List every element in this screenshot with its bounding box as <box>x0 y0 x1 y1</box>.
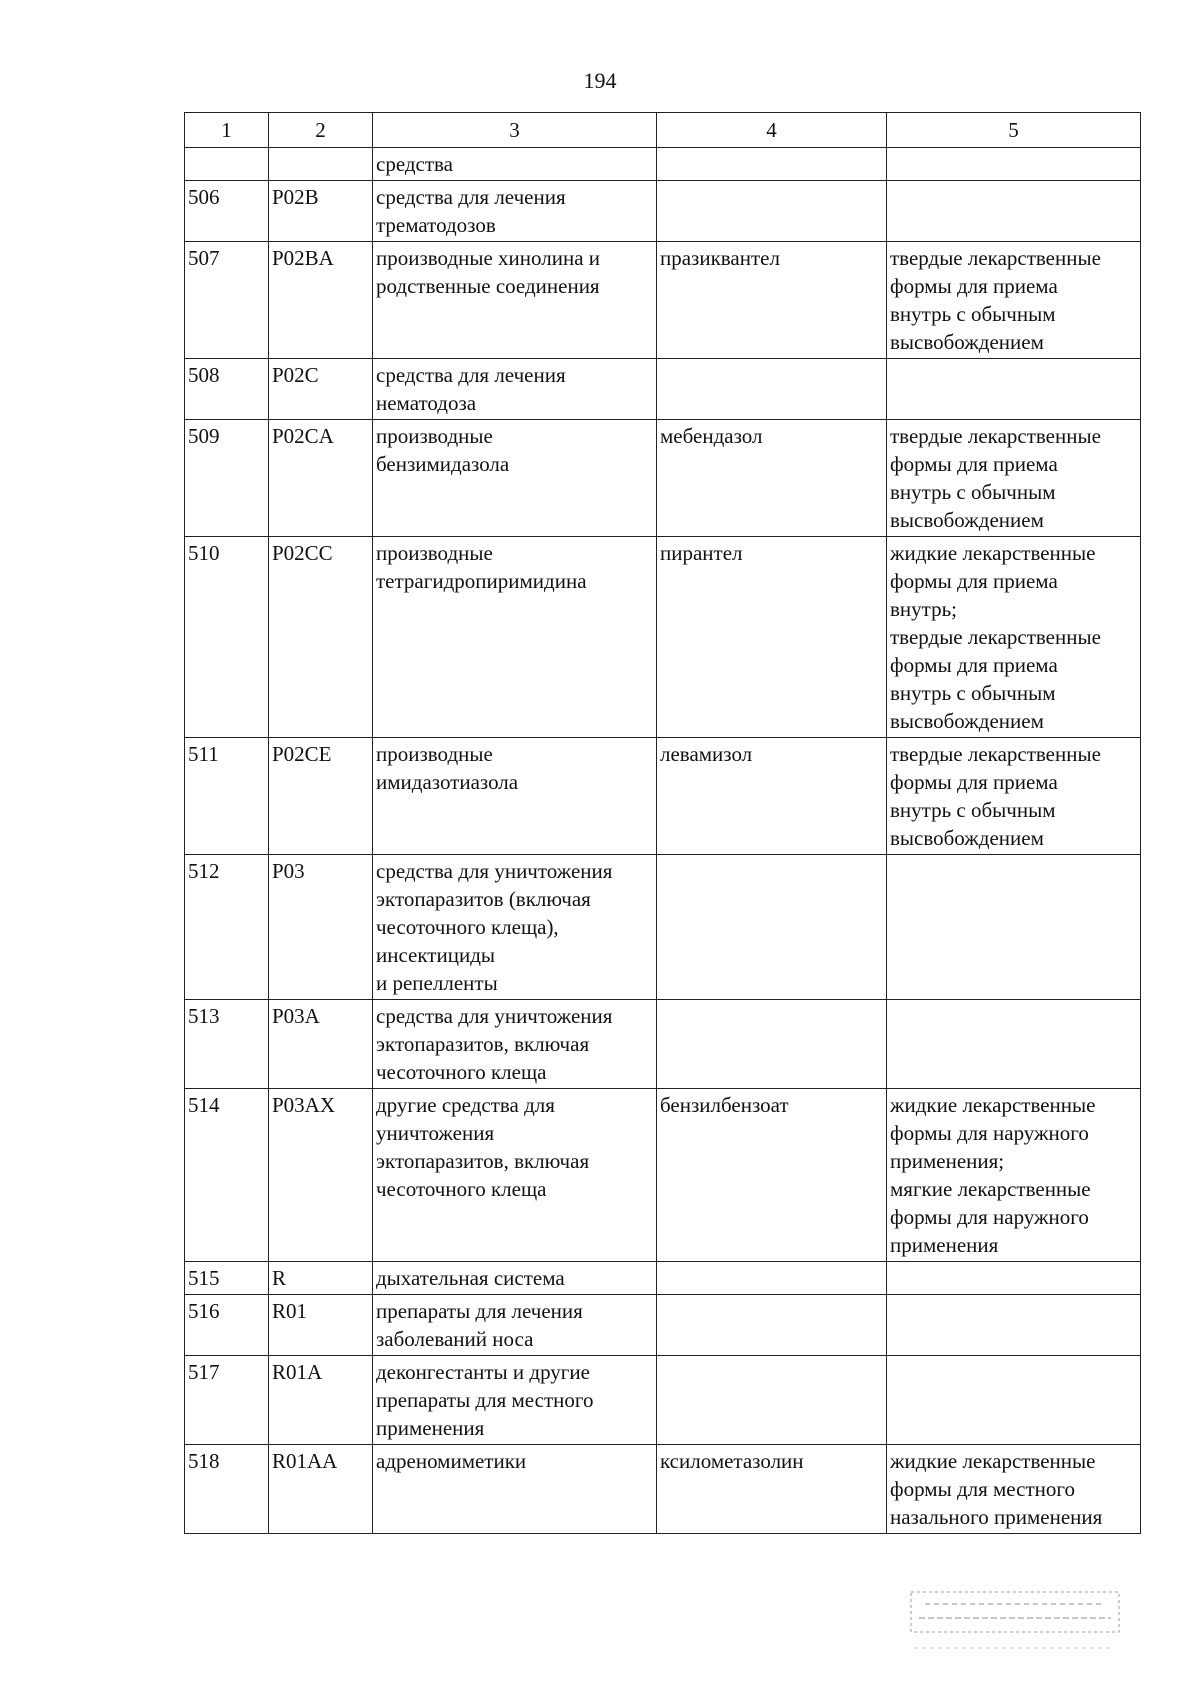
table-header-row <box>185 113 1141 148</box>
atc-code-cell: P03 <box>269 855 373 1000</box>
drug-name-cell: бензилбензоат <box>657 1089 887 1262</box>
dosage-form-cell <box>887 148 1141 181</box>
drug-name-cell <box>657 181 887 242</box>
group-name-cell: деконгестанты и другие препараты для местного применения <box>373 1356 657 1445</box>
table-row <box>185 738 1141 855</box>
drug-name-cell <box>657 1295 887 1356</box>
page-number: 194 <box>583 68 617 93</box>
row-number-cell: 506 <box>185 181 269 242</box>
faded-stamp-icon <box>905 1588 1125 1660</box>
atc-code-cell: P02CC <box>269 537 373 738</box>
row-number-cell: 516 <box>185 1295 269 1356</box>
row-number-cell: 512 <box>185 855 269 1000</box>
table-row <box>185 420 1141 537</box>
dosage-form-cell <box>887 359 1141 420</box>
group-name-cell: средства для лечения трематодозов <box>373 181 657 242</box>
group-name-cell: средства <box>373 148 657 181</box>
table-row <box>185 242 1141 359</box>
header-col-1: 1 <box>185 113 269 148</box>
dosage-form-cell <box>887 1356 1141 1445</box>
row-number-cell: 514 <box>185 1089 269 1262</box>
row-number-cell: 515 <box>185 1262 269 1295</box>
drug-name-cell <box>657 1356 887 1445</box>
table-row <box>185 181 1141 242</box>
row-number-cell: 510 <box>185 537 269 738</box>
dosage-form-cell: жидкие лекарственные формы для приема внутрь; твердые лекарственные формы для приема внутрь с обычным высвобождением <box>887 537 1141 738</box>
drug-name-cell: празиквантел <box>657 242 887 359</box>
dosage-form-cell <box>887 181 1141 242</box>
table-body <box>185 148 1141 1534</box>
atc-code-cell: P03A <box>269 1000 373 1089</box>
table-row <box>185 1089 1141 1262</box>
group-name-cell: производные бензимидазола <box>373 420 657 537</box>
table-row <box>185 855 1141 1000</box>
header-col-4: 4 <box>657 113 887 148</box>
table-row <box>185 1356 1141 1445</box>
header-col-2: 2 <box>269 113 373 148</box>
atc-code-cell: R01AA <box>269 1445 373 1534</box>
atc-code-cell: R01 <box>269 1295 373 1356</box>
drug-name-cell <box>657 855 887 1000</box>
table-row <box>185 148 1141 181</box>
atc-code-cell: P02B <box>269 181 373 242</box>
group-name-cell: другие средства для уничтожения эктопаразитов, включая чесоточного клеща <box>373 1089 657 1262</box>
group-name-cell: средства для уничтожения эктопаразитов (включая чесоточного клеща), инсектициды и репелленты <box>373 855 657 1000</box>
row-number-cell: 511 <box>185 738 269 855</box>
dosage-form-cell: твердые лекарственные формы для приема внутрь с обычным высвобождением <box>887 738 1141 855</box>
row-number-cell: 513 <box>185 1000 269 1089</box>
dosage-form-cell <box>887 1000 1141 1089</box>
drug-name-cell: левамизол <box>657 738 887 855</box>
table-row <box>185 537 1141 738</box>
row-number-cell <box>185 148 269 181</box>
dosage-form-cell: твердые лекарственные формы для приема внутрь с обычным высвобождением <box>887 242 1141 359</box>
atc-code-cell: P02C <box>269 359 373 420</box>
header-col-3: 3 <box>373 113 657 148</box>
table-row <box>185 1445 1141 1534</box>
dosage-form-cell <box>887 1262 1141 1295</box>
table-row <box>185 1262 1141 1295</box>
drug-name-cell <box>657 148 887 181</box>
group-name-cell: средства для лечения нематодоза <box>373 359 657 420</box>
drug-table <box>184 112 1141 1534</box>
table-row <box>185 1000 1141 1089</box>
atc-code-cell: P02BA <box>269 242 373 359</box>
drug-name-cell <box>657 1000 887 1089</box>
table-row <box>185 1295 1141 1356</box>
drug-name-cell: мебендазол <box>657 420 887 537</box>
group-name-cell: производные имидазотиазола <box>373 738 657 855</box>
dosage-form-cell: жидкие лекарственные формы для наружного применения; мягкие лекарственные формы для наружного применения <box>887 1089 1141 1262</box>
dosage-form-cell: жидкие лекарственные формы для местного назального применения <box>887 1445 1141 1534</box>
group-name-cell: дыхательная система <box>373 1262 657 1295</box>
drug-name-cell <box>657 1262 887 1295</box>
row-number-cell: 507 <box>185 242 269 359</box>
table-row <box>185 359 1141 420</box>
dosage-form-cell <box>887 855 1141 1000</box>
atc-code-cell: P02CA <box>269 420 373 537</box>
row-number-cell: 508 <box>185 359 269 420</box>
atc-code-cell: R <box>269 1262 373 1295</box>
drug-name-cell <box>657 359 887 420</box>
atc-code-cell: R01A <box>269 1356 373 1445</box>
group-name-cell: адреномиметики <box>373 1445 657 1534</box>
dosage-form-cell: твердые лекарственные формы для приема внутрь с обычным высвобождением <box>887 420 1141 537</box>
atc-code-cell: P02CE <box>269 738 373 855</box>
row-number-cell: 509 <box>185 420 269 537</box>
drug-name-cell: пирантел <box>657 537 887 738</box>
dosage-form-cell <box>887 1295 1141 1356</box>
group-name-cell: препараты для лечения заболеваний носа <box>373 1295 657 1356</box>
row-number-cell: 518 <box>185 1445 269 1534</box>
atc-code-cell <box>269 148 373 181</box>
group-name-cell: производные тетрагидропиримидина <box>373 537 657 738</box>
drug-name-cell: ксилометазолин <box>657 1445 887 1534</box>
group-name-cell: средства для уничтожения эктопаразитов, включая чесоточного клеща <box>373 1000 657 1089</box>
group-name-cell: производные хинолина и родственные соединения <box>373 242 657 359</box>
header-col-5: 5 <box>887 113 1141 148</box>
atc-code-cell: P03AX <box>269 1089 373 1262</box>
row-number-cell: 517 <box>185 1356 269 1445</box>
